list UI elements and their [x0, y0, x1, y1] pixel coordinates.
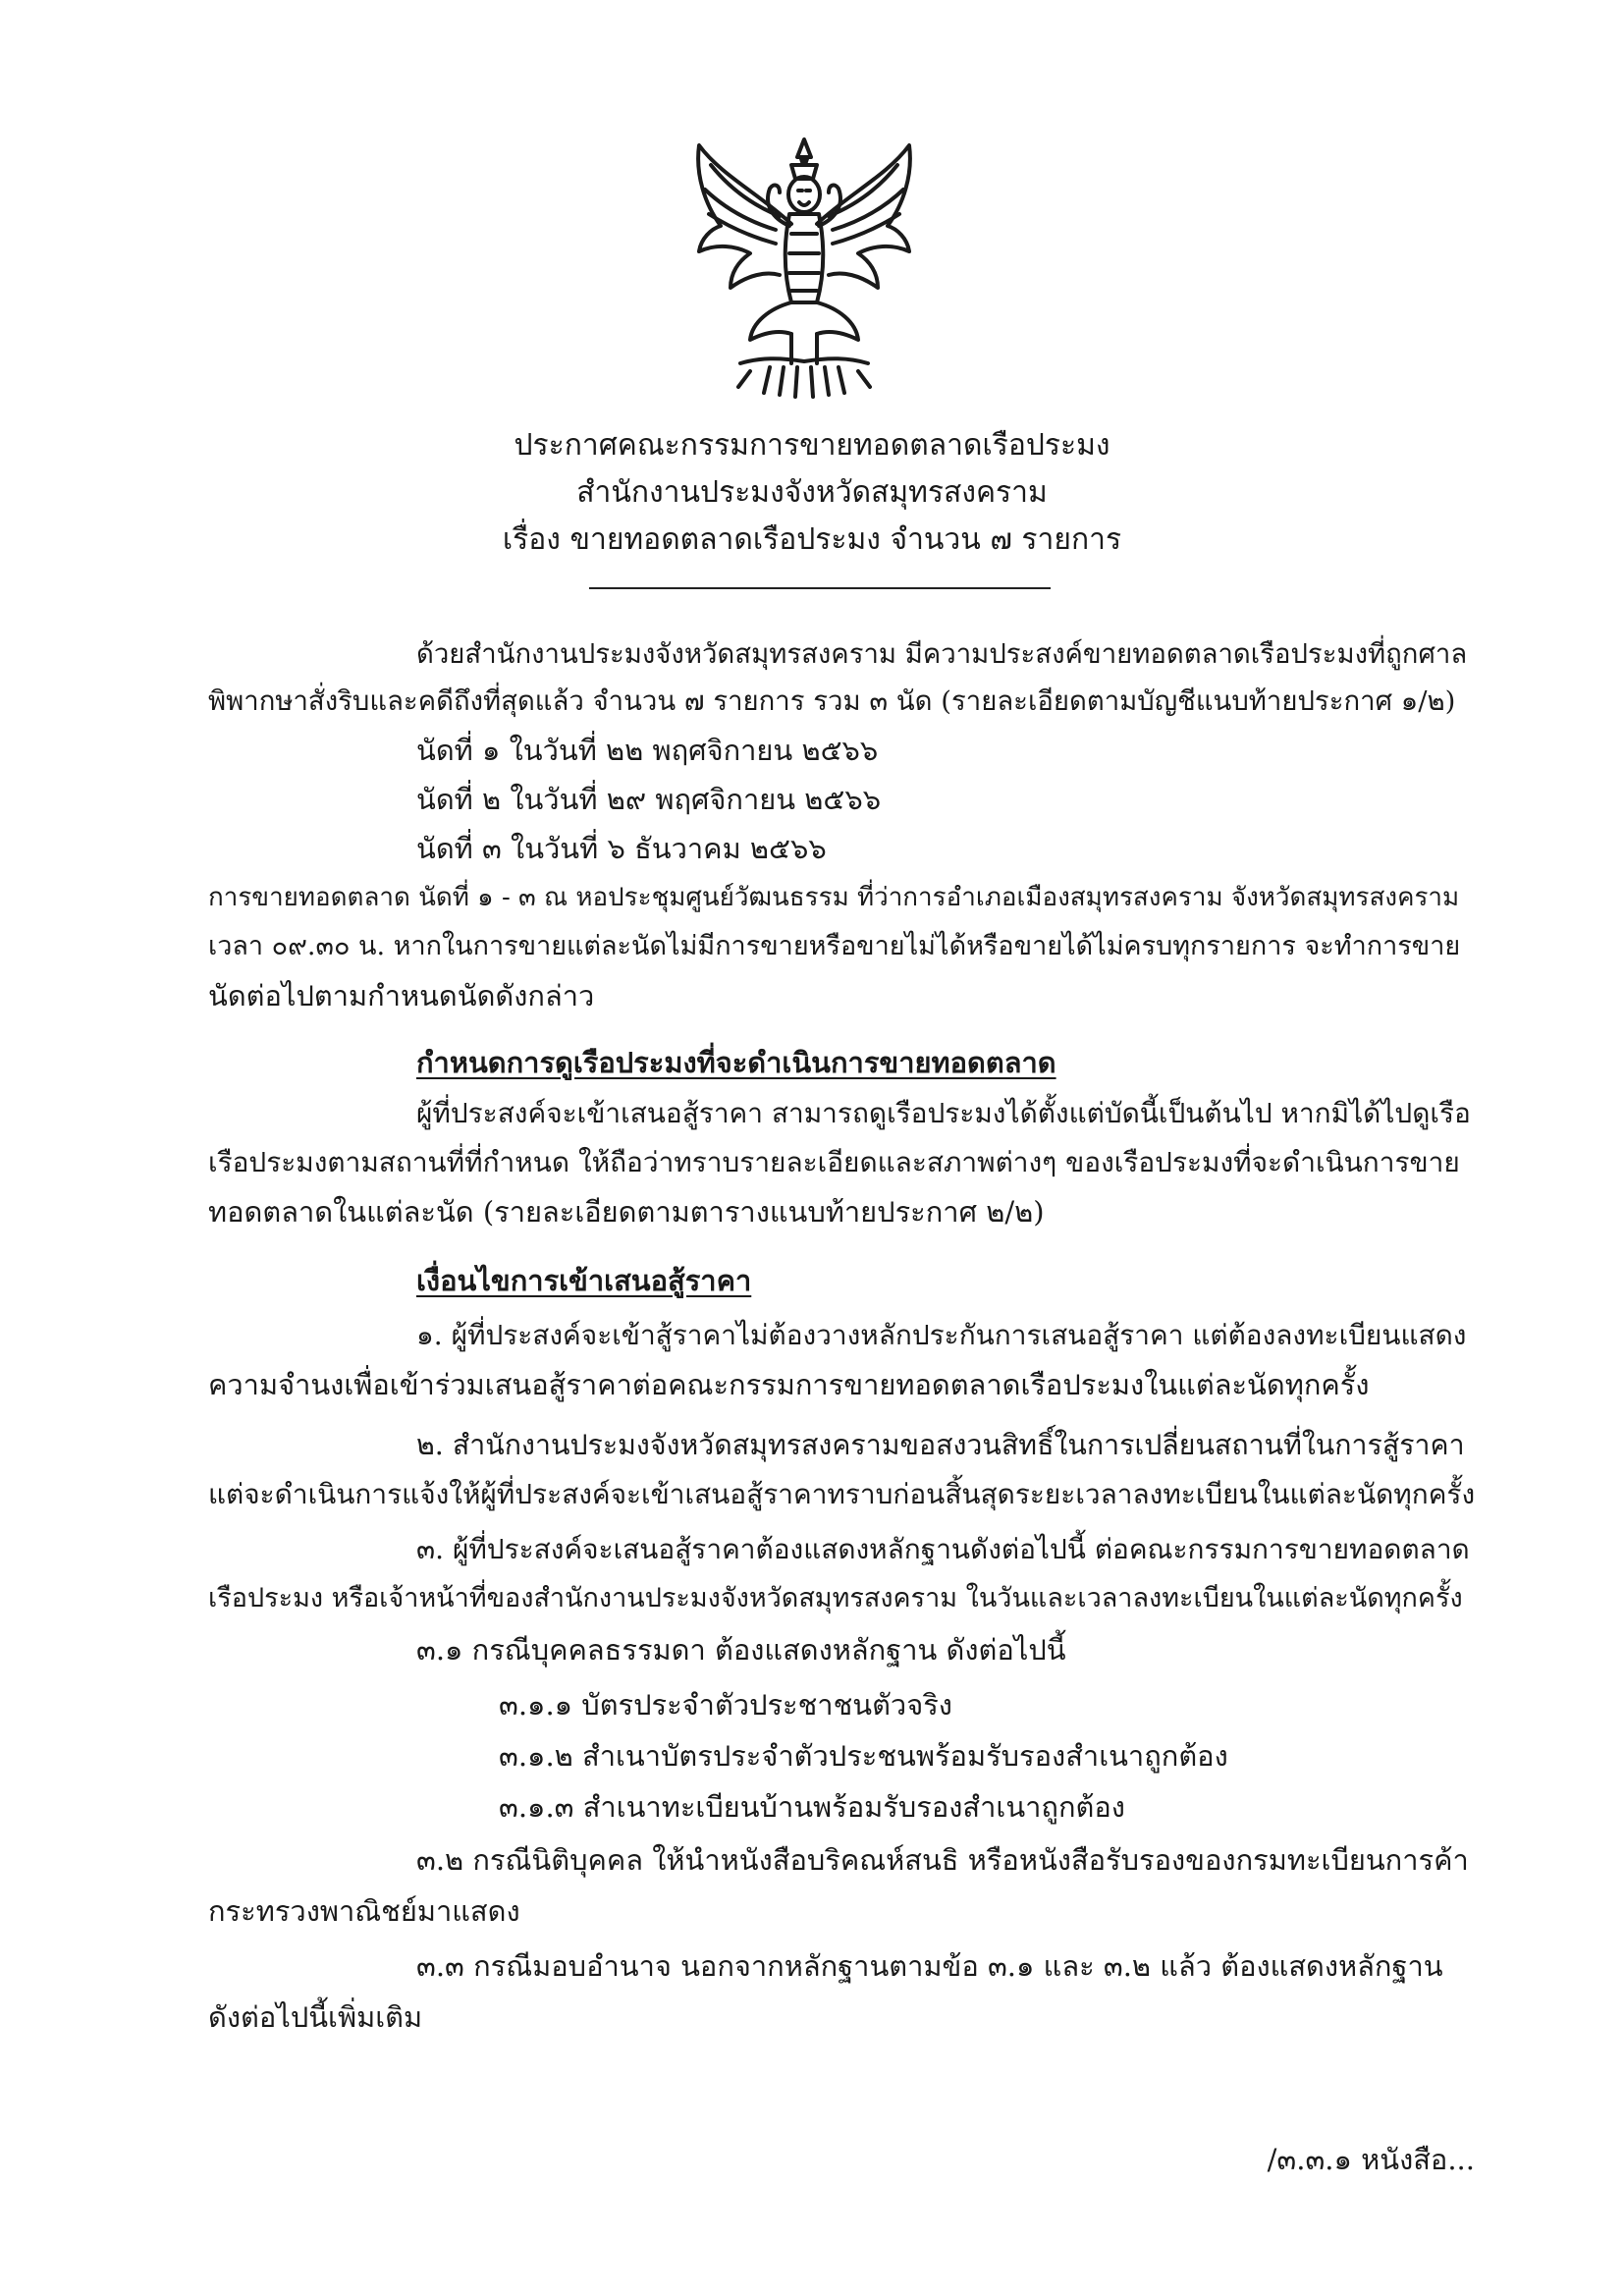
condition-3-1-3: ๓.๑.๓ สำเนาทะเบียนบ้านพร้อมรับรองสำเนาถูกต้อง	[499, 1790, 1125, 1824]
condition-2-line: ๒. สำนักงานประมงจังหวัดสมุทรสงครามขอสงวนสิทธิ์ในการเปลี่ยนสถานที่ในการสู้ราคา	[416, 1429, 1465, 1461]
venue-paragraph-line: การขายทอดตลาด นัดที่ ๑ - ๓ ณ หอประชุมศูนย์วัฒนธรรม ที่ว่าการอำเภอเมืองสมุทรสงคราม จังหวัดสมุทรสงคราม	[208, 883, 1460, 912]
intro-paragraph-line: ด้วยสำนักงานประมงจังหวัดสมุทรสงคราม มีความประสงค์ขายทอดตลาดเรือประมงที่ถูกศาล	[416, 638, 1468, 670]
auction-date-3: นัดที่ ๓ ในวันที่ ๖ ธันวาคม ๒๕๖๖	[416, 832, 827, 865]
document-header	[0, 422, 1624, 564]
header-title-line: ประกาศคณะกรรมการขายทอดตลาดเรือประมง	[514, 428, 1110, 463]
condition-2-line: แต่จะดำเนินการแจ้งให้ผู้ที่ประสงค์จะเข้าเสนอสู้ราคาทราบก่อนสิ้นสุดระยะเวลาลงทะเบียนในแต่ละนัดทุกครั้ง	[208, 1478, 1476, 1510]
auction-date-2: นัดที่ ๒ ในวันที่ ๒๙ พฤศจิกายน ๒๕๖๖	[416, 783, 882, 816]
venue-paragraph-line: เวลา ๐๙.๓๐ น. หากในการขายแต่ละนัดไม่มีการขายหรือขายไม่ได้หรือขายได้ไม่ครบทุกรายการ จะทำการขาย	[208, 931, 1461, 961]
header-subject-line: เรื่อง ขายทอดตลาดเรือประมง จำนวน ๗ รายการ	[502, 522, 1122, 557]
condition-3-line: เรือประมง หรือเจ้าหน้าที่ของสำนักงานประมงจังหวัดสมุทรสงคราม ในวันและเวลาลงทะเบียนในแต่ละนัดทุกครั้ง	[208, 1583, 1463, 1613]
condition-1-line: ความจำนงเพื่อเข้าร่วมเสนอสู้ราคาต่อคณะกรรมการขายทอดตลาดเรือประมงในแต่ละนัดทุกครั้ง	[208, 1368, 1370, 1401]
header-divider	[589, 587, 1051, 589]
condition-3-3-line: ๓.๓ กรณีมอบอำนาจ นอกจากหลักฐานตามข้อ ๓.๑ และ ๓.๒ แล้ว ต้องแสดงหลักฐาน	[416, 1949, 1443, 1983]
inspection-heading: กำหนดการดูเรือประมงที่จะดำเนินการขายทอดตลาด	[416, 1046, 1056, 1079]
condition-3-1-2: ๓.๑.๒ สำเนาบัตรประจำตัวประชนพร้อมรับรองสำเนาถูกต้อง	[499, 1739, 1228, 1773]
condition-1-line: ๑. ผู้ที่ประสงค์จะเข้าสู้ราคาไม่ต้องวางหลักประกันการเสนอสู้ราคา แต่ต้องลงทะเบียนแสดง	[416, 1319, 1467, 1351]
inspection-paragraph-line: เรือประมงตามสถานที่ที่กำหนด ให้ถือว่าทราบรายละเอียดและสภาพต่างๆ ของเรือประมงที่จะดำเนินการขาย	[208, 1146, 1460, 1178]
condition-3-line: ๓. ผู้ที่ประสงค์จะเสนอสู้ราคาต้องแสดงหลักฐานดังต่อไปนี้ ต่อคณะกรรมการขายทอดตลาด	[416, 1533, 1470, 1565]
condition-3-1-1: ๓.๑.๑ บัตรประจำตัวประชาชนตัวจริง	[499, 1688, 952, 1722]
condition-3-1: ๓.๑ กรณีบุคคลธรรมดา ต้องแสดงหลักฐาน ดังต่อไปนี้	[416, 1633, 1066, 1667]
venue-paragraph-line: นัดต่อไปตามกำหนดนัดดังกล่าว	[208, 979, 595, 1012]
continuation-reference: /๓.๓.๑ หนังสือ...	[1267, 2143, 1475, 2176]
condition-3-2-line: ๓.๒ กรณีนิติบุคคล ให้นำหนังสือบริคณห์สนธิ หรือหนังสือรับรองของกรมทะเบียนการค้า	[416, 1843, 1469, 1877]
inspection-paragraph-line: ทอดตลาดในแต่ละนัด (รายละเอียดตามตารางแนบท้ายประกาศ ๒/๒)	[208, 1195, 1045, 1229]
condition-3-3-line: ดังต่อไปนี้เพิ่มเติม	[208, 2000, 423, 2034]
inspection-paragraph-line: ผู้ที่ประสงค์จะเข้าเสนอสู้ราคา สามารถดูเรือประมงได้ตั้งแต่บัดนี้เป็นต้นไป หากมิได้ไปดูเรือ	[416, 1097, 1471, 1129]
auction-date-1: นัดที่ ๑ ในวันที่ ๒๒ พฤศจิกายน ๒๕๖๖	[416, 734, 879, 767]
conditions-heading: เงื่อนไขการเข้าเสนอสู้ราคา	[416, 1264, 752, 1297]
header-office-line: สำนักงานประมงจังหวัดสมุทรสงคราม	[576, 475, 1048, 510]
condition-3-2-line: กระทรวงพาณิชย์มาแสดง	[208, 1894, 520, 1928]
intro-paragraph-line: พิพากษาสั่งริบและคดีถึงที่สุดแล้ว จำนวน ๗ รายการ รวม ๓ นัด (รายละเอียดตามบัญชีแนบท้ายประกาศ ๑/๒)	[208, 685, 1456, 717]
garuda-emblem-icon	[681, 136, 927, 401]
